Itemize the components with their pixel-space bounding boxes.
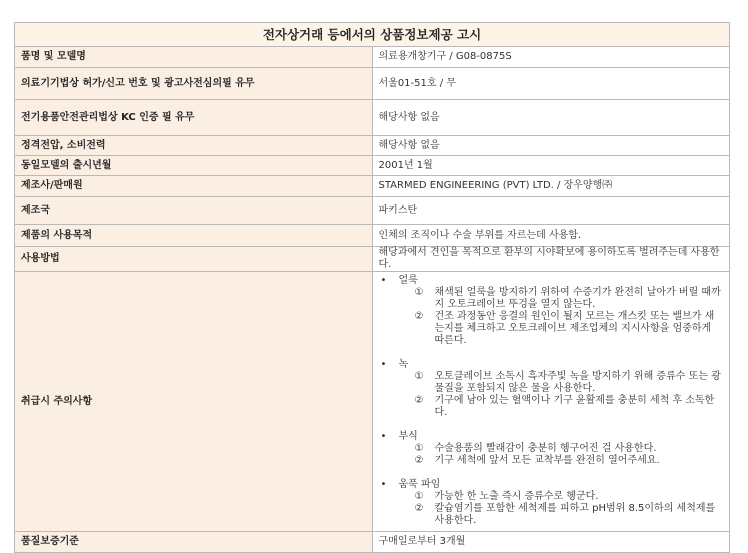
care-label: 취급시 주의사항 — [15, 272, 373, 532]
care-section — [381, 431, 722, 467]
title-row — [15, 23, 730, 47]
care-section — [381, 479, 722, 527]
table-row — [15, 225, 730, 247]
table-row — [15, 247, 730, 272]
care-row — [15, 272, 730, 532]
row-label: 정격전압, 소비전력 — [15, 136, 373, 156]
item-number: ② — [414, 455, 424, 466]
item-text: 채색된 얼룩을 방지하기 위하여 수증기가 완전히 날아가 버릴 때까지 오토크레이브 뚜겅을 열지 않는다. — [434, 287, 721, 310]
item-text: 오토클레이브 소독시 흑자주빛 녹을 방지하기 위해 증류수 또는 광물질을 포함되지 않은 물을 사용한다. — [434, 371, 721, 394]
item-text: 가능한 한 노출 즉시 증류수로 헹군다. — [434, 491, 599, 502]
table-row — [15, 532, 730, 553]
care-heading: 부식 — [398, 431, 418, 442]
bullet-mark: • — [380, 479, 387, 490]
bullet-mark: • — [380, 359, 387, 370]
care-content — [372, 272, 730, 532]
table-row — [15, 47, 730, 68]
warranty-label: 품질보증기준 — [15, 532, 373, 553]
row-value: 서울01-51호 / 무 — [372, 68, 730, 100]
row-value: STARMED ENGINEERING (PVT) LTD. / 장우양행㈜ — [372, 176, 730, 197]
item-number: ② — [414, 395, 424, 406]
row-value: 인체의 조직이나 수술 부위를 자르는데 사용함. — [372, 225, 730, 247]
item-text: 기구 세척에 앞서 모든 교착부를 완전히 열어주세요. — [434, 455, 660, 466]
item-number: ② — [414, 311, 424, 322]
item-number: ① — [414, 287, 424, 298]
care-section — [381, 275, 722, 347]
row-value: 해당사항 없음 — [372, 136, 730, 156]
row-label: 제조국 — [15, 197, 373, 225]
care-heading: 녹 — [398, 359, 409, 370]
warranty-value: 구매일로부터 3개월 — [372, 532, 730, 553]
row-label: 품명 및 모델명 — [15, 47, 373, 68]
item-text: 기구에 남아 있는 혈액이나 기구 윤활제를 충분히 세척 후 소독한다. — [434, 395, 715, 418]
table-row — [15, 136, 730, 156]
table-row — [15, 68, 730, 100]
table-title: 전자상거래 등에서의 상품정보제공 고시 — [15, 23, 730, 47]
table-row — [15, 100, 730, 136]
product-info-table — [14, 22, 730, 553]
table-row — [15, 156, 730, 176]
table-row — [15, 197, 730, 225]
item-number: ② — [414, 503, 424, 514]
row-label: 사용방법 — [15, 247, 373, 272]
product-info-notice — [14, 22, 730, 553]
row-label: 전기용품안전관리법상 KC 인증 필 유무 — [15, 100, 373, 136]
item-number: ① — [414, 491, 424, 502]
row-value: 의료용개창기구 / G08-0875S — [372, 47, 730, 68]
table-row — [15, 176, 730, 197]
row-label: 제조사/판매원 — [15, 176, 373, 197]
row-label: 동일모델의 출시년월 — [15, 156, 373, 176]
item-text: 건조 과정동안 응결의 원인이 될지 모르는 개스킷 또는 밸브가 새는지를 체크하고 오토크레이브 제조업체의 지시사항을 엄중하게 따른다. — [434, 311, 715, 346]
row-value: 파키스탄 — [372, 197, 730, 225]
row-value: 해당과에서 견인을 목적으로 환부의 시야확보에 용이하도록 벌려주는데 사용한다. — [372, 247, 730, 272]
item-number: ① — [414, 443, 424, 454]
row-value: 2001년 1월 — [372, 156, 730, 176]
care-section — [381, 359, 722, 419]
row-value: 해당사항 없음 — [372, 100, 730, 136]
care-heading: 움푹 파임 — [398, 479, 441, 490]
care-heading: 얼룩 — [398, 275, 418, 286]
row-label: 의료기기법상 허가/신고 번호 및 광고사전심의필 유무 — [15, 68, 373, 100]
item-text: 칼슘염기를 포함한 세척제를 피하고 pH범위 8.5이하의 세척제를 사용한다. — [434, 503, 716, 526]
row-label: 제품의 사용목적 — [15, 225, 373, 247]
item-text: 수술용품의 빨래감이 충분히 헹구어진 걸 사용한다. — [434, 443, 657, 454]
bullet-mark: • — [380, 275, 387, 286]
bullet-mark: • — [380, 431, 387, 442]
item-number: ① — [414, 371, 424, 382]
